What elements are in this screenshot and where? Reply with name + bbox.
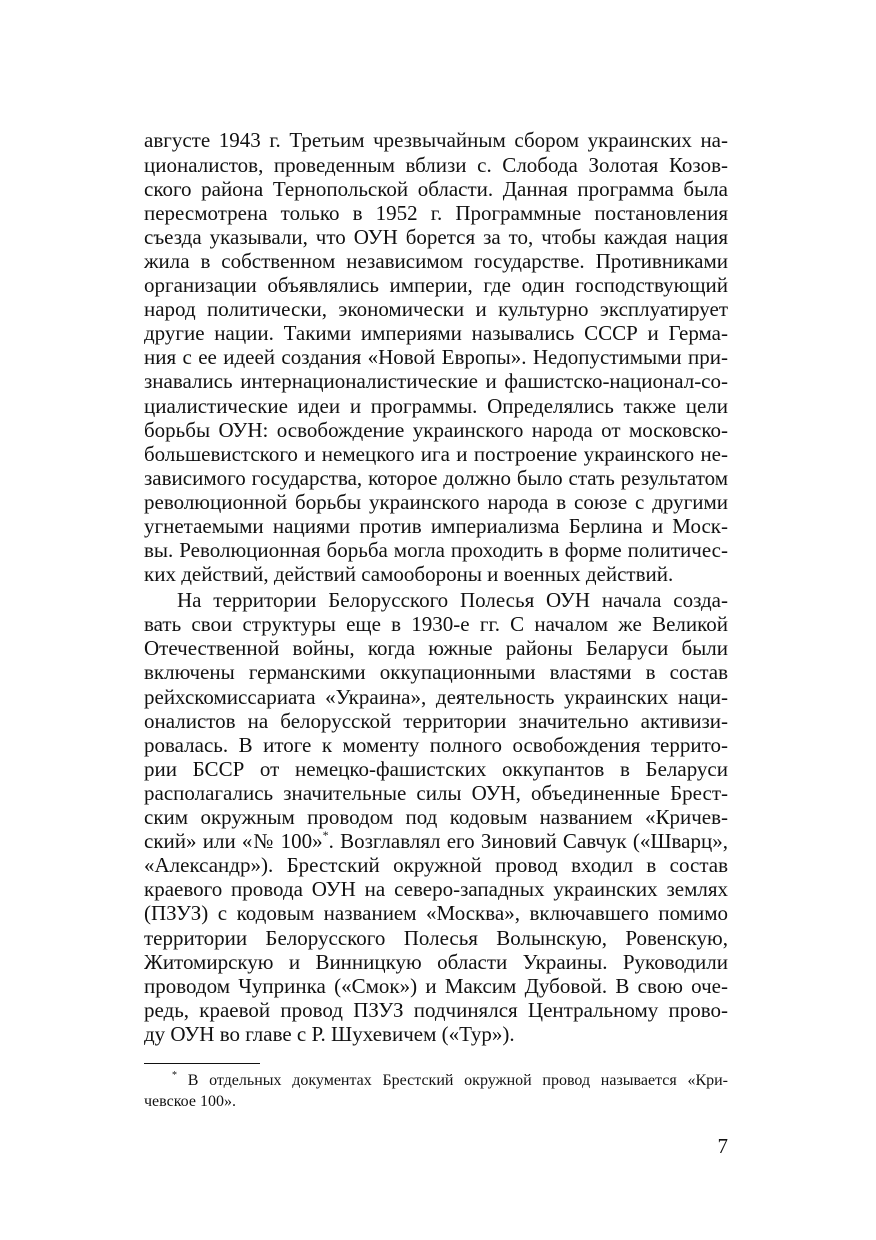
- text-line: ния с ее идеей создания «Новой Европы». Недопустимыми при-: [144, 345, 728, 369]
- footnote-line: чевское 100».: [144, 1093, 236, 1110]
- text-line: территории Белорусского Полесья Волынскую, Ровенскую,: [144, 926, 728, 950]
- text-line: угнетаемыми нациями против империализма Берлина и Моск-: [144, 514, 728, 538]
- text-line: вы. Революционная борьба могла проходить в форме политичес-: [144, 538, 728, 562]
- text-line: вать свои структуры еще в 1930-е гг. С началом же Великой: [144, 612, 728, 636]
- text-line: ского района Тернопольской области. Данная программа была: [144, 177, 728, 201]
- text-line: зависимого государства, которое должно было стать результатом: [144, 466, 728, 490]
- text-line: борьбы ОУН: освобождение украинского народа от московско-: [144, 418, 728, 442]
- text-line: Отечественной войны, когда южные районы Беларуси были: [144, 636, 728, 660]
- page-number: 7: [717, 1134, 728, 1158]
- text-line: проводом Чупринка («Смок») и Максим Дубовой. В свою оче-: [144, 974, 728, 998]
- text-line: народ политически, экономически и культурно эксплуатирует: [144, 297, 728, 321]
- text-line: съезда указывали, что ОУН борется за то, чтобы каждая нация: [144, 225, 728, 249]
- footnote-text: В отдельных документах Брестский окружной провод называется «Кри-: [187, 1072, 729, 1089]
- text-line: включены германскими оккупационными властями в состав: [144, 660, 728, 684]
- text-line: ровалась. В итоге к моменту полного освобождения террито-: [144, 733, 728, 757]
- text-segment: . Возглавлял его Зиновий Савчук («Шварц»,: [328, 829, 728, 853]
- text-line: располагались значительные силы ОУН, объединенные Брест-: [144, 781, 728, 805]
- footnote-reference: *: [322, 828, 329, 842]
- footnote-divider: [144, 1063, 260, 1064]
- text-line: организации объявлялись империи, где один господствующий: [144, 273, 728, 297]
- text-line: жила в собственном независимом государстве. Противниками: [144, 249, 728, 273]
- paragraph-start-line: На территории Белорусского Полесья ОУН начала созда-: [177, 588, 728, 612]
- text-line: редь, краевой провод ПЗУЗ подчинялся Центральному прово-: [144, 998, 728, 1022]
- text-line: августе 1943 г. Третьим чрезвычайным сбором украинских на-: [144, 128, 728, 152]
- text-line: циалистические идеи и программы. Определялись также цели: [144, 394, 728, 418]
- text-line: пересмотрена только в 1952 г. Программные постановления: [144, 201, 728, 225]
- footnote-marker: *: [172, 1070, 177, 1081]
- text-line-with-footnote: [144, 829, 728, 853]
- text-line: другие нации. Такими империями назывались СССР и Герма-: [144, 321, 728, 345]
- text-line: оналистов на белорусской территории значительно активизи-: [144, 709, 728, 733]
- text-line: большевистского и немецкого ига и построение украинского не-: [144, 442, 728, 466]
- text-line: ду ОУН во главе с Р. Шухевичем («Тур»).: [144, 1022, 515, 1046]
- text-line: рии БССР от немецко-фашистских оккупантов в Беларуси: [144, 757, 728, 781]
- text-line: (ПЗУЗ) с кодовым названием «Москва», включавшего помимо: [144, 901, 728, 925]
- footnote-line: [172, 1071, 728, 1091]
- text-segment: ский» или «№ 100»: [144, 829, 323, 853]
- text-line: «Александр»). Брестский окружной провод входил в состав: [144, 853, 728, 877]
- text-line: ским окружным проводом под кодовым названием «Кричев-: [144, 805, 728, 829]
- text-line: краевого провода ОУН на северо-западных украинских землях: [144, 877, 728, 901]
- text-line: ких действий, действий самообороны и военных действий.: [144, 562, 674, 586]
- text-line: рейхскомиссариата «Украина», деятельность украинских наци-: [144, 685, 728, 709]
- text-line: ционалистов, проведенным вблизи с. Слобода Золотая Козов-: [144, 153, 728, 177]
- text-line: Житомирскую и Винницкую области Украины. Руководили: [144, 950, 728, 974]
- text-line: знавались интернационалистические и фашистско-национал-со-: [144, 369, 728, 393]
- text-line: революционной борьбы украинского народа в союзе с другими: [144, 490, 728, 514]
